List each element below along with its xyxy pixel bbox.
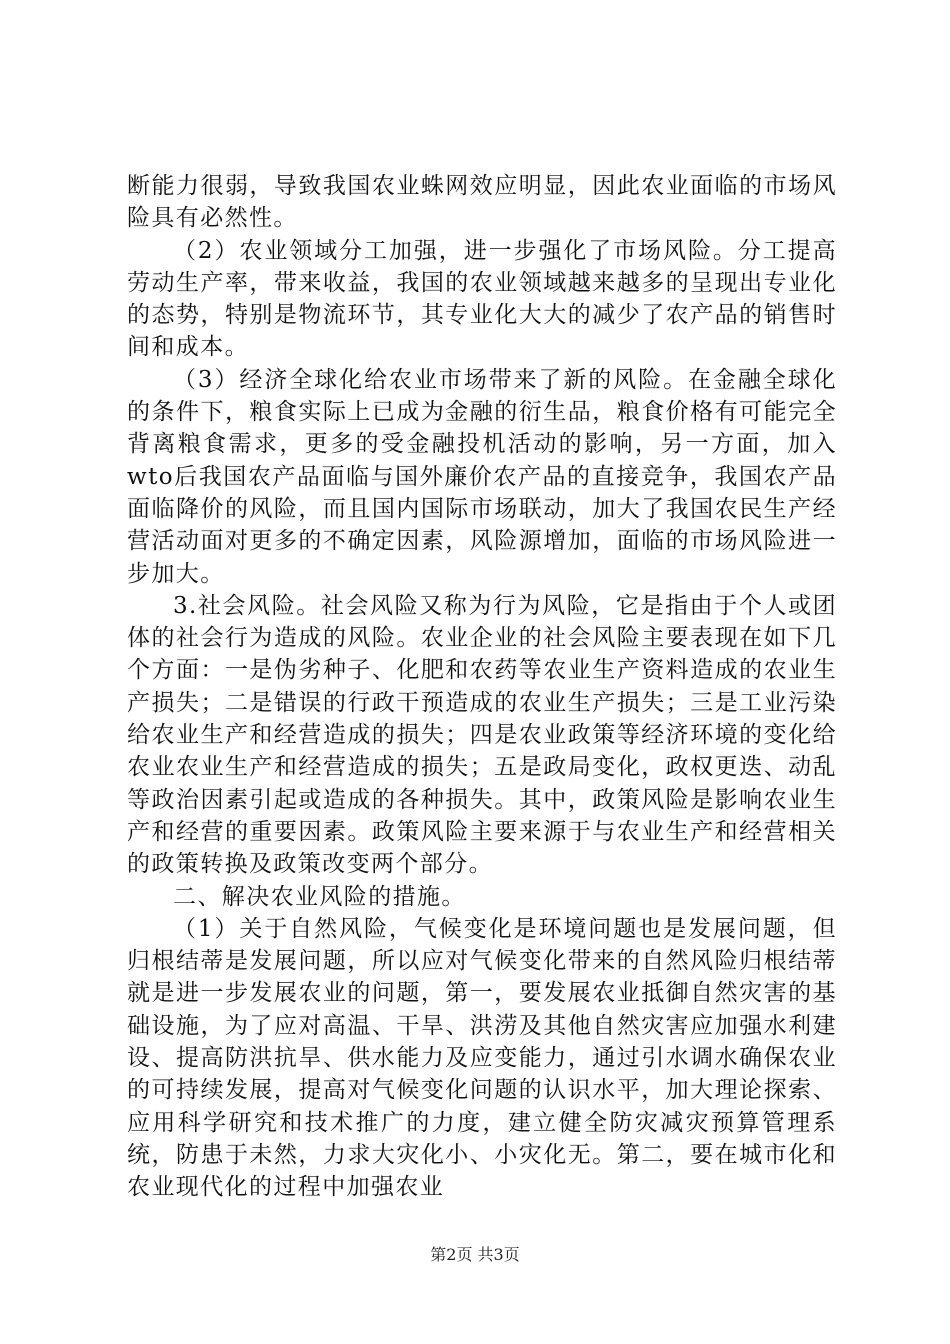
paragraph: （1）关于自然风险，气候变化是环境问题也是发展问题，但归根结蒂是发展问题，所以应对气候变化带来的自然风险归根结蒂就是进一步发展农业的问题，第一，要发展农业抵御自然灾害的基础设施，为了应对高温、干旱、洪涝及其他自然灾害应加强水利建设、提高防洪抗旱、供水能力及应变能力，通过引水调水确保农业的可持续发展，提高对气候变化问题的认识水平，加大理论探索、应用科学研究和技术推广的力度，建立健全防灾减灾预算管理系统，防患于未然，力求大灾化小、小灾化无。第二，要在城市化和农业现代化的过程中加强农业 xyxy=(127,915,837,1201)
paragraph: （3）经济全球化给农业市场带来了新的风险。在金融全球化的条件下，粮食实际上已成为金融的衍生品，粮食价格有可能完全背离粮食需求，更多的受金融投机活动的影响，另一方面，加入wto后我国农产品面临与国外廉价农产品的直接竞争，我国农产品面临降价的风险，而且国内国际市场联动，加大了我国农民生产经营活动面对更多的不确定因素，风险源增加，面临的市场风险进一步加大。 xyxy=(127,366,837,587)
paragraph: 3.社会风险。社会风险又称为行为风险，它是指由于个人或团体的社会行为造成的风险。农业企业的社会风险主要表现在如下几个方面：一是伪劣种子、化肥和农药等农业生产资料造成的农业生产损失；二是错误的行政干预造成的农业生产损失；三是工业污染给农业生产和经营造成的损失；四是农业政策等经济环境的变化给农业农业生产和经营造成的损失；五是政局变化，政权更迭、动乱等政治因素引起或造成的各种损失。其中，政策风险是影响农业生产和经营的重要因素。政策风险主要来源于与农业生产和经营相关的政策转换及政策改变两个部分。 xyxy=(127,592,837,878)
paragraph: 断能力很弱，导致我国农业蛛网效应明显，因此农业面临的市场风险具有必然性。 xyxy=(127,173,837,232)
page-number-label: 第2页 共3页 xyxy=(430,1245,520,1264)
page-footer xyxy=(0,1245,950,1265)
document-body xyxy=(127,170,837,1204)
section-heading: 二、解决农业风险的措施。 xyxy=(173,883,466,910)
paragraph: （2）农业领域分工加强，进一步强化了市场风险。分工提高劳动生产率，带来收益，我国的农业领域越来越多的呈现出专业化的态势，特别是物流环节，其专业化大大的减少了农产品的销售时间和成本。 xyxy=(127,237,837,361)
